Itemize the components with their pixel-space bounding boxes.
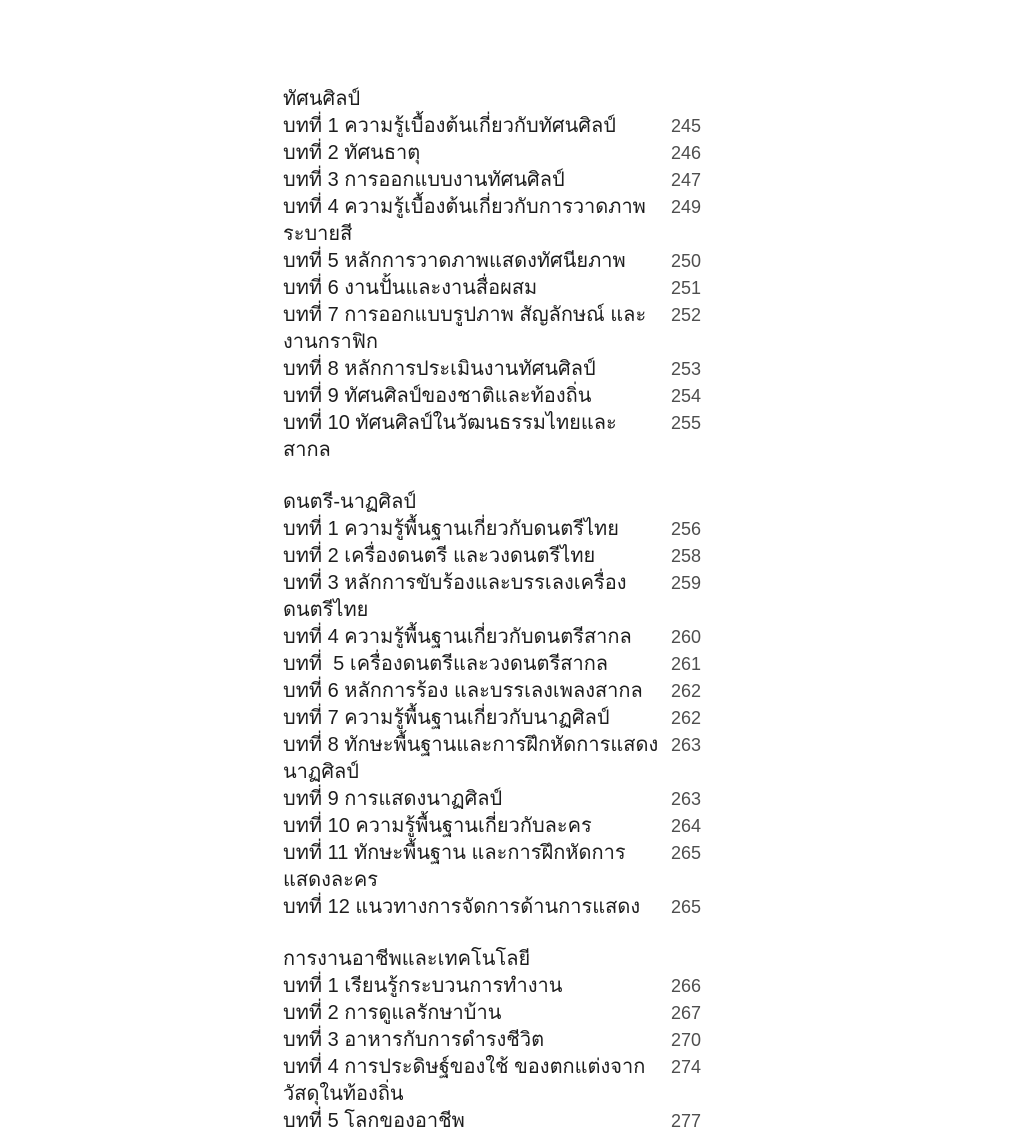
- toc-entry-label: บทที่ 11 ทักษะพื้นฐาน และการฝึกหัดการแสดงละคร: [283, 842, 626, 891]
- toc-entry-label: บทที่ 10 ทัศนศิลป์ในวัฒนธรรมไทยและสากล: [283, 412, 617, 461]
- toc-entry-page-number: 274: [670, 1057, 701, 1077]
- toc-entry-page-number: 277: [670, 1111, 701, 1131]
- toc-entry-page-number: 260: [670, 627, 701, 647]
- toc-entry: [283, 813, 701, 840]
- toc-entry: [283, 194, 701, 248]
- toc-entry-label: บทที่ 2 ทัศนธาตุ: [283, 142, 421, 164]
- toc-entry-page-number: 264: [670, 816, 701, 836]
- toc-entry-page-number: 254: [670, 386, 701, 406]
- toc-entry-page-number: 265: [670, 843, 701, 863]
- toc-entry-label: บทที่ 1 ความรู้เบื้องต้นเกี่ยวกับทัศนศิลป์: [283, 115, 616, 137]
- toc-entry-label: บทที่ 4 ความรู้พื้นฐานเกี่ยวกับดนตรีสากล: [283, 626, 632, 648]
- toc-entry-label: บทที่ 1 เรียนรู้กระบวนการทำงาน: [283, 975, 563, 997]
- toc-entry-label: บทที่ 1 ความรู้พื้นฐานเกี่ยวกับดนตรีไทย: [283, 518, 619, 540]
- toc-entry-label: บทที่ 10 ความรู้พื้นฐานเกี่ยวกับละคร: [283, 815, 592, 837]
- toc-entry-page-number: 245: [670, 116, 701, 136]
- toc-entry-page-number: 265: [670, 897, 701, 917]
- toc-entry-page-number: 259: [670, 573, 701, 593]
- toc-entry-label: บทที่ 8 หลักการประเมินงานทัศนศิลป์: [283, 358, 596, 380]
- toc-entry-page-number: 253: [670, 359, 701, 379]
- toc-entry-label: บทที่ 9 ทัศนศิลป์ของชาติและท้องถิ่น: [283, 385, 592, 407]
- toc-entry: [283, 570, 701, 624]
- toc-section: [283, 86, 701, 464]
- toc-entry-label: บทที่ 7 ความรู้พื้นฐานเกี่ยวกับนาฏศิลป์: [283, 707, 610, 729]
- toc-section: [283, 489, 701, 921]
- toc-entry: [283, 140, 701, 167]
- toc-entry-label: บทที่ 2 การดูแลรักษาบ้าน: [283, 1002, 502, 1024]
- toc-entry-page-number: 261: [670, 654, 701, 674]
- toc-entry-label: บทที่ 3 การออกแบบงานทัศนศิลป์: [283, 169, 565, 191]
- toc-entry: [283, 113, 701, 140]
- toc-entry-page-number: 249: [670, 197, 701, 217]
- toc-entry: [283, 543, 701, 570]
- toc-entry: [283, 1054, 701, 1108]
- toc-entry-page-number: 270: [670, 1030, 701, 1050]
- table-of-contents: [283, 86, 701, 1135]
- toc-entry: [283, 973, 701, 1000]
- toc-entry-page-number: 246: [670, 143, 701, 163]
- toc-entry-label: บทที่ 6 งานปั้นและงานสื่อผสม: [283, 277, 538, 299]
- toc-entry: [283, 1108, 701, 1135]
- toc-entry-label: บทที่ 3 อาหารกับการดำรงชีวิต: [283, 1029, 545, 1051]
- toc-entry-page-number: 262: [670, 708, 701, 728]
- toc-entry: [283, 275, 701, 302]
- toc-entry: [283, 356, 701, 383]
- toc-entry-label: บทที่ 5 เครื่องดนตรีและวงดนตรีสากล: [283, 653, 609, 675]
- toc-entry: [283, 705, 701, 732]
- toc-entry-page-number: 263: [670, 735, 701, 755]
- section-title: การงานอาชีพและเทคโนโลยี: [283, 948, 531, 970]
- toc-entry-label: บทที่ 2 เครื่องดนตรี และวงดนตรีไทย: [283, 545, 596, 567]
- toc-entry-page-number: 262: [670, 681, 701, 701]
- toc-entry-label: บทที่ 5 หลักการวาดภาพแสดงทัศนียภาพ: [283, 250, 626, 272]
- toc-entry-label: บทที่ 4 ความรู้เบื้องต้นเกี่ยวกับการวาดภาพระบายสี: [283, 196, 646, 245]
- toc-entry: [283, 678, 701, 705]
- section-title: ดนตรี-นาฏศิลป์: [283, 491, 417, 513]
- toc-entry: [283, 516, 701, 543]
- toc-entry-label: บทที่ 3 หลักการขับร้องและบรรเลงเครื่องดนตรีไทย: [283, 572, 627, 621]
- toc-entry-label: บทที่ 9 การแสดงนาฏศิลป์: [283, 788, 503, 810]
- toc-entry: [283, 786, 701, 813]
- toc-entry: [283, 624, 701, 651]
- toc-entry: [283, 894, 701, 921]
- toc-entry-label: บทที่ 5 โลกของอาชีพ: [283, 1110, 465, 1132]
- toc-entry: [283, 383, 701, 410]
- toc-entry-page-number: 263: [670, 789, 701, 809]
- toc-entry-page-number: 255: [670, 413, 701, 433]
- toc-entry: [283, 1027, 701, 1054]
- toc-entry-page-number: 258: [670, 546, 701, 566]
- toc-entry: [283, 840, 701, 894]
- toc-entry-label: บทที่ 12 แนวทางการจัดการด้านการแสดง: [283, 896, 641, 918]
- toc-entry: [283, 732, 701, 786]
- toc-entry-page-number: 247: [670, 170, 701, 190]
- toc-entry-page-number: 250: [670, 251, 701, 271]
- toc-entry-page-number: 267: [670, 1003, 701, 1023]
- toc-entry: [283, 1000, 701, 1027]
- toc-entry-page-number: 251: [670, 278, 701, 298]
- toc-entry: [283, 167, 701, 194]
- toc-entry: [283, 651, 701, 678]
- section-title: ทัศนศิลป์: [283, 88, 361, 110]
- toc-entry-label: บทที่ 7 การออกแบบรูปภาพ สัญลักษณ์ และงานกราฟิก: [283, 304, 647, 353]
- toc-entry-page-number: 252: [670, 305, 701, 325]
- toc-entry: [283, 302, 701, 356]
- toc-entry-page-number: 266: [670, 976, 701, 996]
- toc-entry: [283, 410, 701, 464]
- toc-entry-label: บทที่ 6 หลักการร้อง และบรรเลงเพลงสากล: [283, 680, 643, 702]
- toc-entry-label: บทที่ 4 การประดิษฐ์ของใช้ ของตกแต่งจากวัสดุในท้องถิ่น: [283, 1056, 646, 1105]
- toc-entry: [283, 248, 701, 275]
- toc-entry-page-number: 256: [670, 519, 701, 539]
- toc-section: [283, 946, 701, 1135]
- toc-entry-label: บทที่ 8 ทักษะพื้นฐานและการฝึกหัดการแสดงนาฏศิลป์: [283, 734, 659, 783]
